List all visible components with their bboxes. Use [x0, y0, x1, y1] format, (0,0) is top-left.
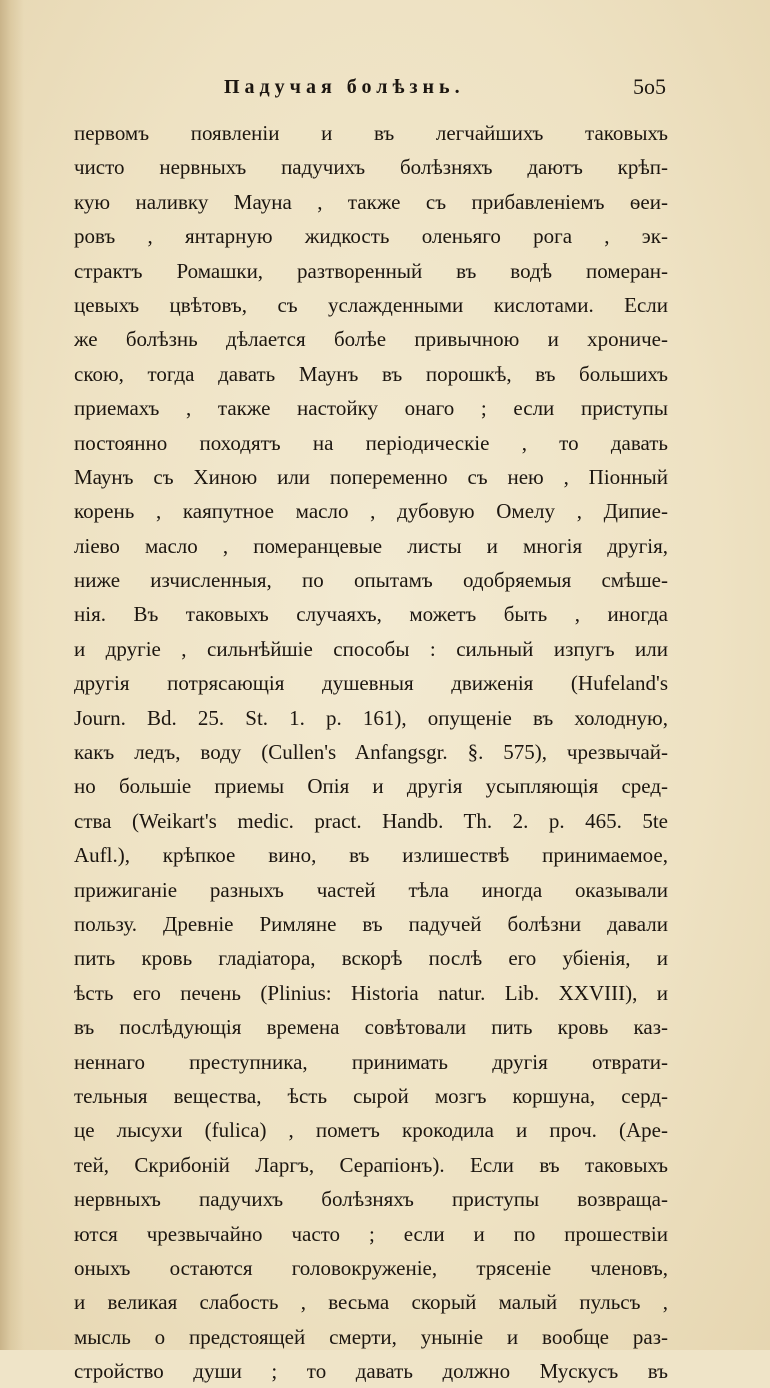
text-line: нія. Въ таковыхъ случаяхъ, можетъ быть , иногда	[74, 602, 668, 627]
text-line: скою, тогда давать Маунъ въ порошкѣ, въ большихъ	[74, 361, 668, 386]
text-line: первомъ появленіи и въ легчайшихъ таковыхъ	[74, 121, 668, 145]
text-line: стройство души ; то давать должно Мускусъ въ	[74, 1359, 668, 1384]
text-line: Aufl.), крѣпкое вино, въ излишествѣ принимаемое,	[74, 843, 668, 868]
text-line: чисто нервныхъ падучихъ болѣзняхъ даютъ крѣп-	[74, 155, 668, 180]
text-line: цевыхъ цвѣтовъ, съ услажденными кислотами. Если	[74, 292, 668, 317]
text-line: Маунъ съ Хиною или попеременно съ нею , Піонный	[74, 464, 668, 489]
text-line: и великая слабость , весьма скорый малый пульсъ ,	[74, 1290, 668, 1315]
text-line: кую наливку Мауна , также съ прибавленіемъ ѳеи-	[74, 189, 668, 214]
text-line: страктъ Ромашки, разтворенный въ водѣ померан-	[74, 258, 668, 283]
text-line: мысль о предстоящей смерти, уныніе и вообще раз-	[74, 1324, 668, 1349]
text-line: тельныя вещества, ѣсть сырой мозгъ коршуна, серд-	[74, 1083, 668, 1108]
text-line: нервныхъ падучихъ болѣзняхъ приступы возвраща-	[74, 1187, 668, 1212]
text-line: другія потрясающія душевныя движенія (Hufeland's	[74, 671, 668, 696]
text-line: тей, Скрибоній Ларгъ, Серапіонъ). Если въ таковыхъ	[74, 1152, 668, 1177]
text-line: це лысухи (fulica) , пометъ крокодила и проч. (Аре-	[74, 1118, 668, 1143]
text-line: ства (Weikart's medic. pract. Handb. Th. 2. p. 465. 5te	[74, 808, 668, 833]
page-spine-shadow	[0, 0, 24, 1350]
page-number: 5о5	[633, 74, 666, 99]
text-line: ровъ , янтарную жидкость оленьяго рога , эк-	[74, 224, 668, 249]
text-line: но большіе приемы Опія и другія усыпляющія сред-	[74, 774, 668, 799]
text-line: пользу. Древніе Римляне въ падучей болѣзни давали	[74, 911, 668, 936]
text-line: ліево масло , померанцевые листы и многія другія,	[74, 533, 668, 558]
text-line: постоянно походятъ на періодическіе , то давать	[74, 430, 668, 455]
text-line: ются чрезвычайно часто ; если и по прошествіи	[74, 1221, 668, 1246]
text-line: же болѣзнь дѣлается болѣе привычною и хрониче-	[74, 327, 668, 352]
body-text	[74, 116, 668, 1388]
text-line: ниже изчисленныя, по опытамъ одобряемыя смѣше-	[74, 568, 668, 593]
text-line: оныхъ остаются головокруженіе, трясеніе членовъ,	[74, 1255, 668, 1280]
text-line: прижиганіе разныхъ частей тѣла иногда оказывали	[74, 877, 668, 902]
text-line: неннаго преступника, принимать другія отврати-	[74, 1049, 668, 1074]
text-line: въ послѣдующія времена совѣтовали пить кровь каз-	[74, 1015, 668, 1040]
text-line: приемахъ , также настойку онаго ; если приступы	[74, 396, 668, 421]
running-title: Падучая болѣзнь.	[224, 76, 465, 98]
text-line: какъ ледъ, воду (Cullen's Anfangsgr. §. 575), чрезвычай-	[74, 740, 668, 765]
text-line: и другіе , сильнѣйшіе способы : сильный изпугъ или	[74, 636, 668, 661]
text-line: Journ. Bd. 25. St. 1. p. 161), опущеніе въ холодную,	[74, 705, 668, 730]
text-line: ѣсть его печень (Plinius: Historia natur. Lib. XXVIII), и	[74, 980, 668, 1005]
text-line: пить кровь гладіатора, вскорѣ послѣ его убіенія, и	[74, 946, 668, 971]
text-line: корень , каяпутное масло , дубовую Омелу , Дипие-	[74, 499, 668, 524]
page-header	[72, 70, 668, 114]
